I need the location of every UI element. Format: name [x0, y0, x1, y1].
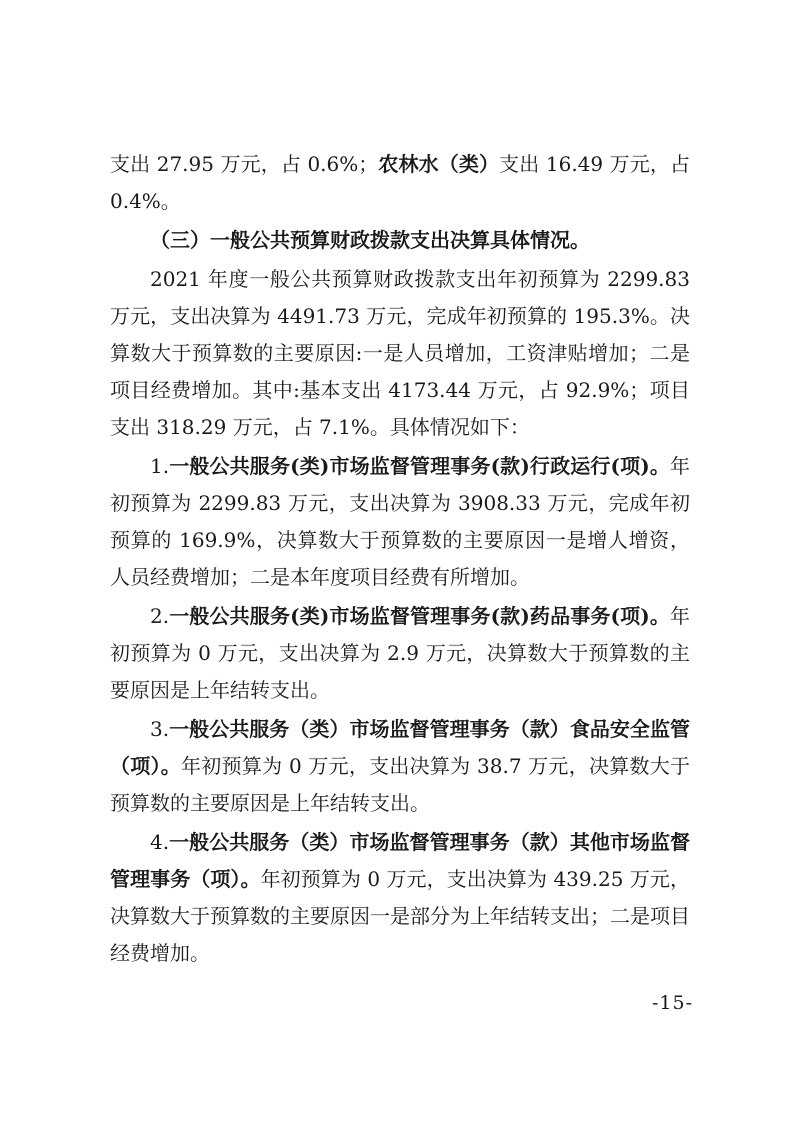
- page-number: -15-: [651, 992, 693, 1014]
- item-paragraph-1: [110, 448, 690, 596]
- item-number: 1.: [150, 454, 170, 478]
- section-heading: （三）一般公共预算财政拨款支出决算具体情况。: [150, 228, 590, 252]
- intro-text-1: 支出 27.95 万元，占 0.6%；: [110, 152, 379, 176]
- item-paragraph-2: [110, 598, 690, 709]
- intro-text-bold: 农林水（类）: [378, 152, 500, 176]
- intro-text-2: 支出 16.49 万元，占 0.4%。: [110, 152, 690, 213]
- item-title: 一般公共服务（类）市场监督管理事务（款）其他市场监督管理事务（项）。: [110, 830, 690, 891]
- document-body: [110, 146, 690, 974]
- item-paragraph-4: [110, 824, 690, 972]
- item-paragraph-3: [110, 711, 690, 822]
- summary-paragraph: 2021 年度一般公共预算财政拨款支出年初预算为 2299.83 万元，支出决算为 4491.73 万元，完成年初预算的 195.3%。决算数大于预算数的主要原因:一是人员增加，工资津贴增加；二是项目经费增加。其中:基本支出 4173.44 万元，占 92.9%；项目支出 318.29 万元，占 7.1%。具体情况如下：: [110, 267, 690, 439]
- item-body: 年初预算为 0 万元，支出决算为 2.9 万元，决算数大于预算数的主要原因是上年结转支出。: [110, 604, 690, 702]
- item-title: 一般公共服务（类）市场监督管理事务（款）食品安全监管（项）。: [110, 717, 690, 778]
- item-number: 3.: [150, 717, 170, 741]
- item-number: 2.: [150, 604, 170, 628]
- intro-paragraph: [110, 146, 690, 220]
- item-number: 4.: [150, 830, 170, 854]
- item-body: 年初预算为 0 万元，支出决算为 38.7 万元，决算数大于预算数的主要原因是上年结转支出。: [110, 754, 690, 815]
- item-body: 年初预算为 2299.83 万元，支出决算为 3908.33 万元，完成年初预算的 169.9%，决算数大于预算数的主要原因一是增人增资，人员经费增加；二是本年度项目经费有所增加。: [110, 454, 690, 589]
- item-title: 一般公共服务(类)市场监督管理事务(款)行政运行(项)。: [169, 454, 670, 478]
- item-body: 年初预算为 0 万元，支出决算为 439.25 万元，决算数大于预算数的主要原因一是部分为上年结转支出；二是项目经费增加。: [110, 867, 691, 965]
- item-title: 一般公共服务(类)市场监督管理事务(款)药品事务(项)。: [169, 604, 670, 628]
